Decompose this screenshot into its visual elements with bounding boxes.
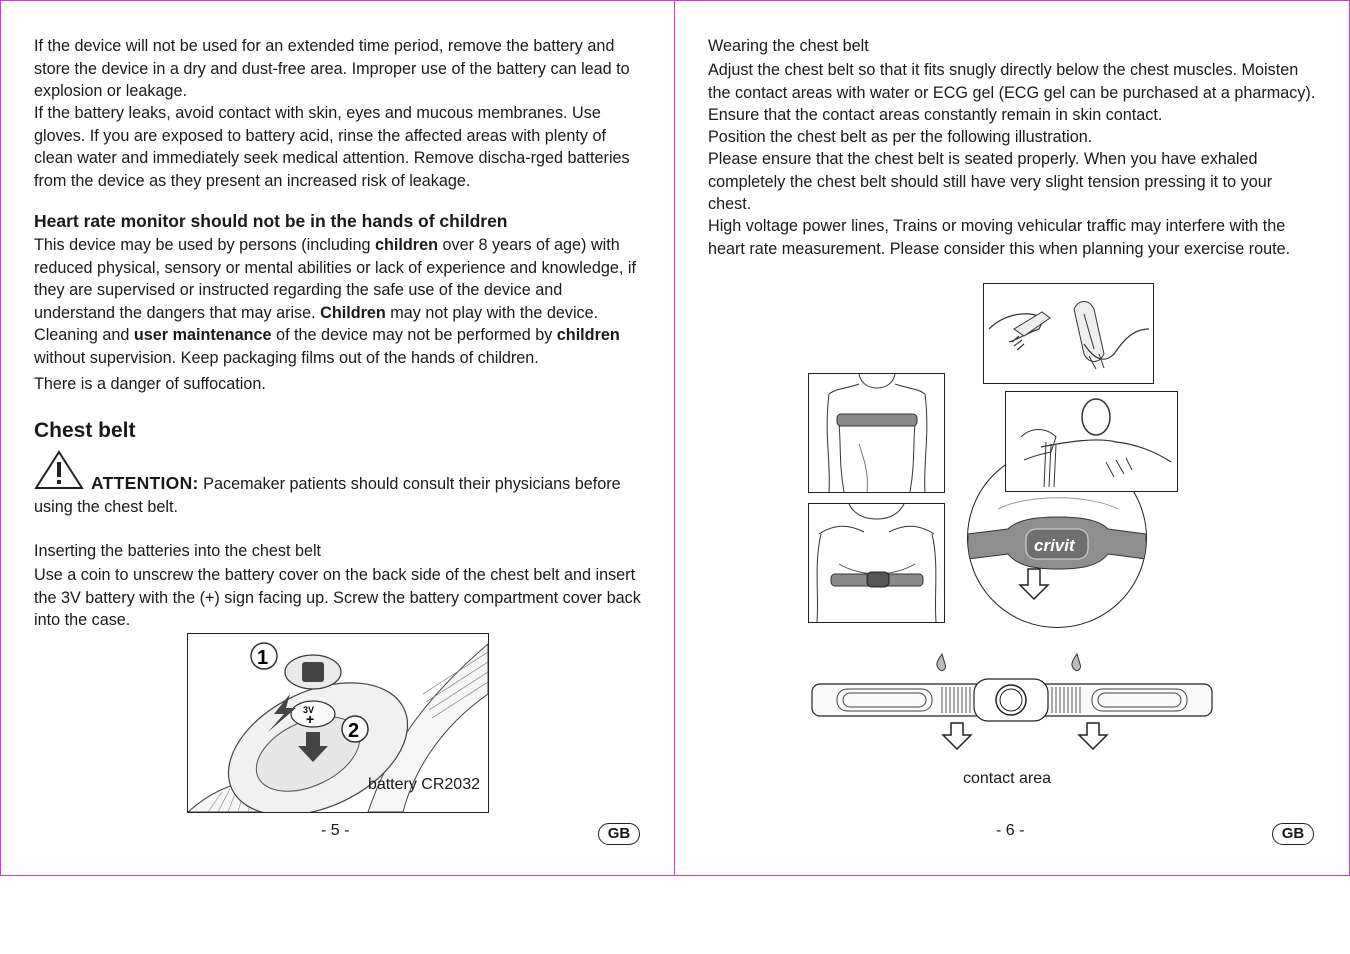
children-keyword: children: [556, 326, 620, 344]
water-drop-icon: [1072, 654, 1081, 671]
full-belt-figure: [807, 649, 1217, 759]
page-right: [674, 0, 1350, 876]
inserting-paragraph: Use a coin to unscrew the battery cover on the back side of the chest belt and insert the 3V battery with the (+) sign facing up. Screw the battery compartment cover back into the case.: [34, 566, 641, 629]
wearing-heading: Wearing the chest belt: [708, 37, 869, 55]
children-text-part: of the device may not be performed by: [271, 326, 557, 344]
children-text-part: This device may be used by persons (including: [34, 236, 376, 254]
battery-plus-mark: +: [306, 711, 315, 727]
battery-insert-figure: [187, 633, 489, 813]
step-2-number: 2: [348, 720, 360, 742]
wearing-paragraph-4: High voltage power lines, Trains or moving vehicular traffic may interfere with the heart rate measurement. Please consider this when planning your exercise route.: [708, 217, 1291, 258]
wearing-paragraph-3: Please ensure that the chest belt is seated properly. When you have exhaled completely the chest belt should still have very slight tension pressing it to your chest.: [708, 150, 1273, 213]
children-text-part: over 8 years of age) with reduced physical, sensory or mental abilities or lack of experience and knowledge, if they are supervised or instructed regarding the safe use of the device and understand the dangers that may arise.: [34, 236, 636, 322]
step-1-number: 1: [257, 647, 269, 669]
brand-logo: crivit: [1034, 536, 1075, 555]
contact-arrow-icon: [1079, 723, 1107, 749]
battery-warning-paragraph-1: If the device will not be used for an extended time period, remove the battery and store the device in a dry and dust-free area. Improper use of the battery can lead to explosion or leakage.: [34, 37, 630, 100]
language-badge: GB: [1272, 823, 1314, 845]
children-paragraph: [34, 234, 644, 369]
contact-arrow-icon: [943, 723, 971, 749]
suffocation-text: There is a danger of suffocation.: [34, 375, 266, 393]
up-arrow-icon: [1020, 569, 1048, 599]
attach-strap-figure: [1005, 391, 1178, 492]
children-text-part: may not play with the device. Cleaning and: [34, 303, 599, 344]
attention-label: ATTENTION:: [91, 473, 199, 493]
wearing-paragraph-2: Position the chest belt as per the following illustration.: [708, 128, 1093, 146]
children-keyword: Children: [320, 303, 386, 322]
page-left: [0, 0, 675, 876]
language-badge: GB: [598, 823, 640, 845]
back-torso-figure: [808, 503, 945, 623]
children-keyword: children: [375, 236, 438, 254]
children-text-part: without supervision. Keep packaging films out of the hands of children.: [34, 348, 539, 367]
attention-paragraph: [34, 472, 646, 518]
children-heading: Heart rate monitor should not be in the hands of children: [34, 211, 508, 231]
wearing-paragraph-1: Adjust the chest belt so that it fits snugly directly below the chest muscles. Moisten the contact areas with water or ECG gel (ECG gel can be purchased at a pharmacy). Ensure that the contact areas constantly remain in skin contact.: [708, 61, 1316, 124]
page-number: - 5 -: [321, 822, 350, 839]
inserting-heading: Inserting the batteries into the chest belt: [34, 542, 322, 560]
battery-3v-mark: 3V: [303, 705, 315, 715]
page-number: - 6 -: [996, 822, 1025, 839]
battery-caption: battery CR2032: [367, 776, 480, 793]
moisten-contacts-figure: [983, 283, 1154, 384]
water-drop-icon: [937, 654, 946, 671]
attention-text: Pacemaker patients should consult their physicians before using the chest belt.: [34, 475, 621, 516]
chest-belt-heading: Chest belt: [34, 419, 136, 442]
battery-warning-paragraph-2: If the battery leaks, avoid contact with skin, eyes and mucous membranes. Use gloves. If you are exposed to battery acid, rinse the affected areas with plenty of clean water and immediately seek medical attention. Remove discha-rged batteries from the device as they present an increased risk of leakage.: [34, 104, 630, 190]
front-torso-figure: [808, 373, 945, 493]
user-maintenance-keyword: user maintenance: [133, 326, 272, 344]
contact-area-caption: contact area: [963, 770, 1052, 787]
